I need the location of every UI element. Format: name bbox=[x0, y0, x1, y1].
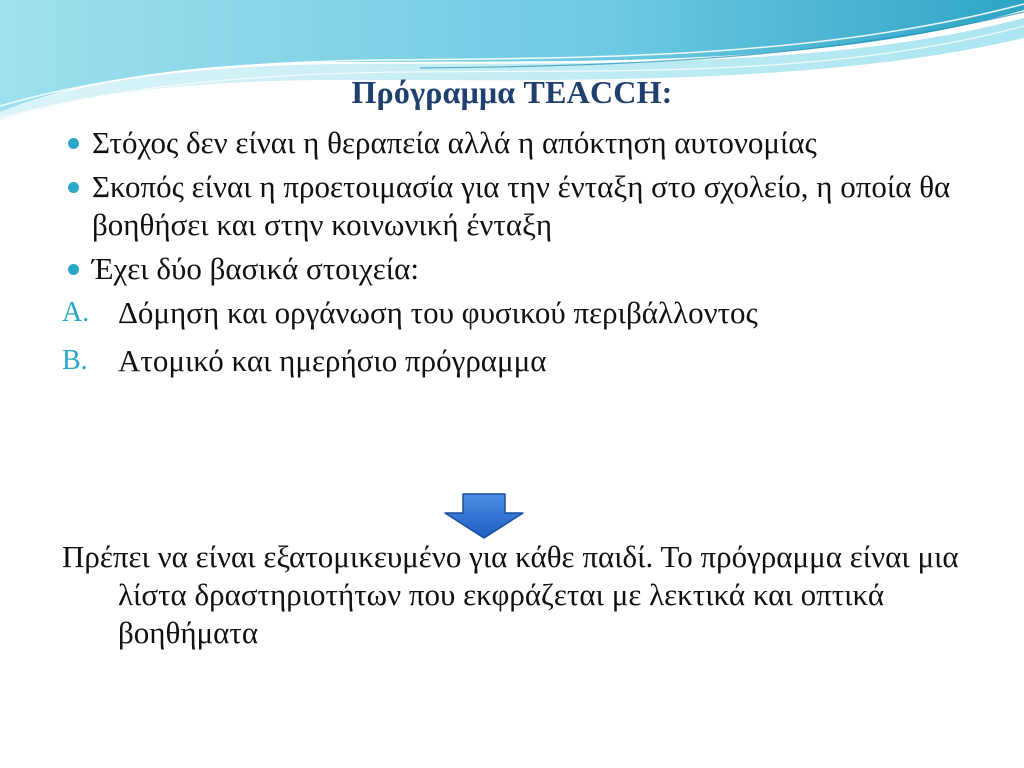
bullet-text: Έχει δύο βασικά στοιχεία: bbox=[92, 251, 419, 286]
slide-content bbox=[62, 124, 962, 390]
bullet-dot-icon bbox=[68, 182, 79, 193]
lettered-item bbox=[62, 342, 962, 380]
lettered-item bbox=[62, 294, 962, 332]
bullet-item bbox=[62, 124, 962, 162]
bullet-dot-icon bbox=[68, 138, 79, 149]
bullet-item bbox=[62, 168, 962, 244]
slide-title: Πρόγραμμα TEACCH: bbox=[351, 74, 673, 110]
bullet-dot-icon bbox=[68, 264, 79, 275]
letter-marker: A. bbox=[62, 297, 90, 328]
letter-marker: B. bbox=[62, 345, 88, 376]
down-arrow-icon bbox=[443, 493, 525, 539]
bullet-text: Στόχος δεν είναι η θεραπεία αλλά η απόκτηση αυτονομίας bbox=[92, 125, 817, 160]
conclusion-paragraph: Πρέπει να είναι εξατομικευμένο για κάθε παιδί. Το πρόγραμμα είναι μια λίστα δραστηριοτήτων που εκφράζεται με λεκτικά και οπτικά βοηθήματα bbox=[62, 539, 959, 650]
lettered-text: Ατομικό και ημερήσιο πρόγραμμα bbox=[118, 343, 547, 378]
bullet-text: Σκοπός είναι η προετοιμασία για την ένταξη στο σχολείο, η οποία θα βοηθήσει και στην κοινωνική ένταξη bbox=[92, 169, 951, 242]
bullet-item bbox=[62, 250, 962, 288]
lettered-text: Δόμηση και οργάνωση του φυσικού περιβάλλοντος bbox=[118, 295, 758, 330]
